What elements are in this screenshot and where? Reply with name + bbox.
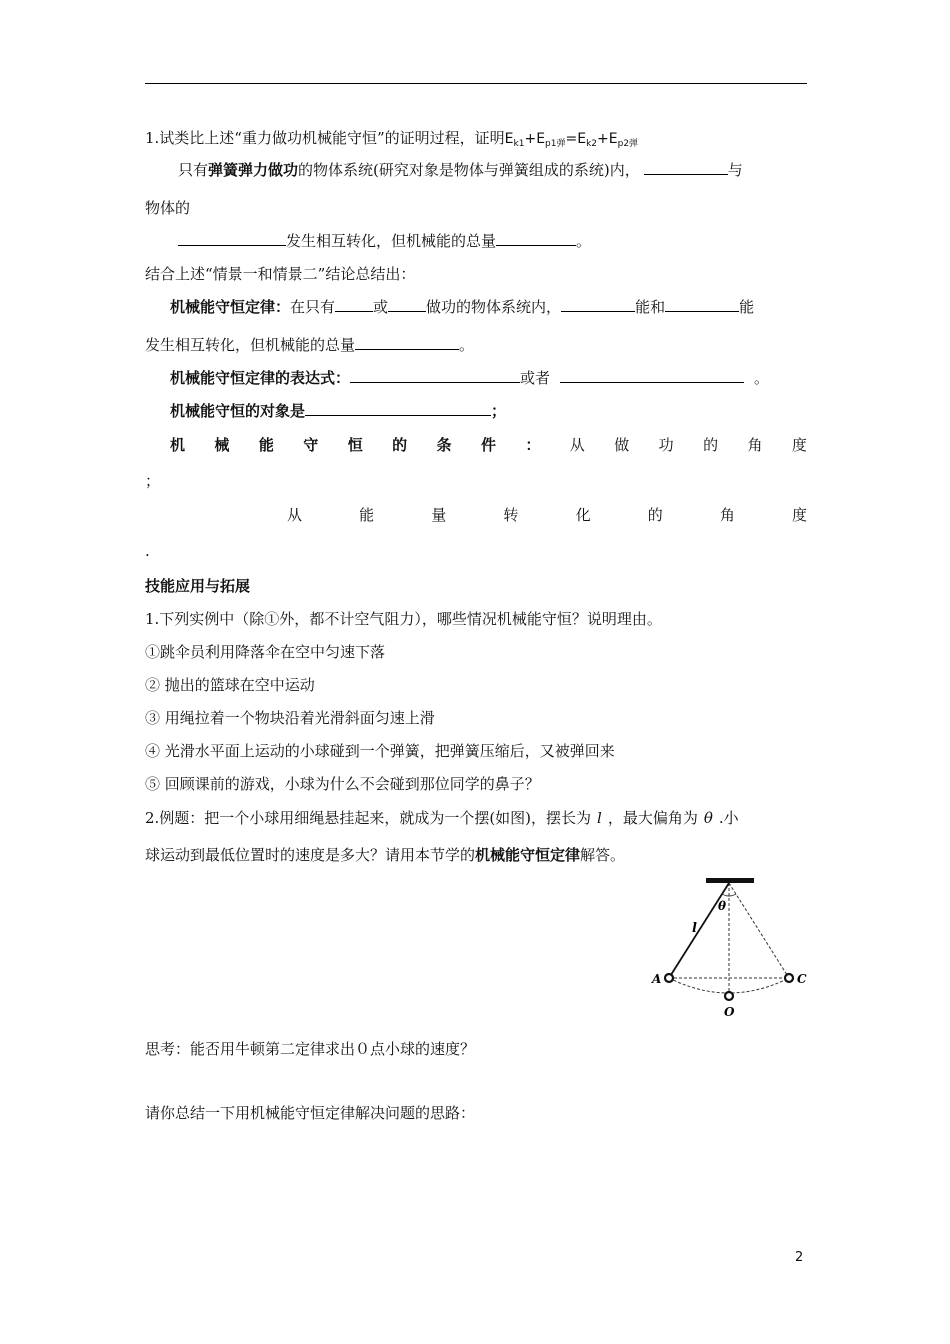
text: 结合上述“情景一和情景二”结论总结出： (145, 265, 416, 283)
point-o-label: O (724, 1005, 735, 1019)
answer-blank[interactable] (335, 297, 373, 312)
question-1 (145, 609, 807, 629)
text: 或者 (520, 369, 551, 387)
text: ⑤ 回顾课前的游戏，小球为什么不会碰到那位同学的鼻子？ (145, 775, 540, 793)
text: ①跳伞员利用降落伞在空中匀速下落 (145, 643, 386, 661)
answer-blank[interactable] (350, 368, 520, 383)
symbol: l (597, 809, 602, 827)
text: ； (145, 472, 161, 490)
char: 的 (647, 506, 663, 524)
text: 做功的物体系统内， (426, 298, 562, 316)
summary-prompt (145, 1103, 807, 1123)
char: 的 (392, 436, 408, 454)
text: 在只有 (290, 298, 336, 316)
answer-blank[interactable] (355, 335, 459, 350)
dashed-string (729, 883, 789, 978)
text: ，最大偏角为 (607, 809, 698, 827)
char: 度 (791, 436, 807, 454)
answer-blank[interactable] (305, 401, 491, 416)
char: ： (525, 436, 541, 454)
q1-text: 1.试类比上述“重力做功机械能守恒”的证明过程，证明 (145, 129, 505, 147)
text: ② 抛出的篮球在空中运动 (145, 676, 315, 694)
bold-term: 弹簧弹力做功 (208, 161, 299, 179)
list-item (145, 774, 807, 794)
char: 量 (431, 506, 447, 524)
energy-formula: $E_{k1}+E_{p1弹}=E_{k2}+E_{p2弹}$ (504, 131, 639, 149)
condition-end (145, 471, 807, 491)
text: 思考：能否用牛顿第二定律求出０点小球的速度？ (145, 1040, 476, 1058)
char: 度 (791, 506, 807, 524)
char: 角 (747, 436, 763, 454)
answer-blank[interactable] (388, 297, 426, 312)
text: ； (491, 402, 507, 420)
char: 能 (359, 506, 375, 524)
text: 。 (459, 336, 475, 354)
law-line (145, 297, 807, 317)
answer-blank[interactable] (560, 368, 744, 383)
char: 机 (170, 436, 186, 454)
conservation-object-line (145, 401, 807, 421)
list-item (145, 642, 807, 662)
spring-line (145, 160, 807, 180)
page-number: 2 (795, 1250, 804, 1265)
text: ③ 用绳拉着一个物块沿着光滑斜面匀速上滑 (145, 709, 435, 727)
condition-line (170, 435, 807, 455)
text: 1.下列实例中（除①外，都不计空气阻力），哪些情况机械能守恒？说明理由。 (145, 610, 662, 628)
text: .小 (718, 809, 739, 827)
char: 件 (480, 436, 496, 454)
char: 做 (614, 436, 630, 454)
text: 球运动到最低位置时的速度是多大？请用本节学的 (145, 846, 476, 864)
char: 能 (258, 436, 274, 454)
text: 。 (576, 232, 592, 250)
text: 能和 (635, 298, 666, 316)
text: 的物体系统(研究对象是物体与弹簧组成的系统)内， (298, 161, 640, 179)
think-line (145, 1039, 807, 1059)
ball-o (725, 992, 733, 1000)
text: 发生相互转化，但机械能的总量 (145, 336, 356, 354)
text: 只有 (178, 161, 209, 179)
char: 守 (303, 436, 319, 454)
object-line (145, 198, 807, 218)
answer-blank[interactable] (561, 297, 635, 312)
answer-blank[interactable] (644, 160, 728, 175)
ceiling-support (706, 878, 754, 883)
char: 化 (575, 506, 591, 524)
q1-line (145, 128, 807, 154)
header-rule (145, 83, 807, 84)
expression-label: 机械能守恒定律的表达式： (170, 369, 351, 387)
text: 或 (373, 298, 389, 316)
answer-blank[interactable] (665, 297, 739, 312)
law-label: 机械能守恒定律： (170, 298, 291, 316)
question-2-line2 (145, 845, 807, 865)
answer-blank[interactable] (496, 231, 576, 246)
char: 条 (436, 436, 452, 454)
text: . (145, 542, 150, 560)
char: 的 (703, 436, 719, 454)
list-item (145, 708, 807, 728)
char: 从 (569, 436, 585, 454)
point-a-label: A (652, 972, 662, 986)
char: 从 (287, 506, 303, 524)
text: 能 (739, 298, 755, 316)
heading-text: 技能应用与拓展 (145, 577, 251, 595)
ball-c (785, 974, 793, 982)
char: 转 (503, 506, 519, 524)
text: 。 (754, 369, 770, 387)
object-label: 机械能守恒的对象是 (170, 402, 306, 420)
list-item (145, 675, 807, 695)
char: 恒 (347, 436, 363, 454)
bold-term: 机械能守恒定律 (475, 846, 581, 864)
summary-intro (145, 264, 807, 284)
text: 与 (727, 161, 743, 179)
symbol: θ (703, 809, 713, 827)
text: ④ 光滑水平面上运动的小球碰到一个弹簧，把弹簧压缩后，又被弹回来 (145, 742, 615, 760)
text: 发生相互转化，但机械能的总量 (286, 232, 497, 250)
text: 请你总结一下用机械能守恒定律解决问题的思路： (145, 1104, 476, 1122)
law-line-2 (145, 335, 807, 355)
char: 角 (719, 506, 735, 524)
answer-blank[interactable] (178, 231, 286, 246)
question-2 (145, 808, 807, 828)
string-line (669, 883, 729, 978)
section-heading (145, 576, 807, 596)
expression-line (145, 368, 807, 388)
pendulum-figure (648, 870, 818, 1020)
length-label: l (692, 921, 697, 936)
theta-label: θ (718, 899, 727, 913)
char: 械 (214, 436, 230, 454)
energy-end (145, 541, 807, 561)
text: 物体的 (145, 199, 191, 217)
list-item (145, 741, 807, 761)
char: 功 (658, 436, 674, 454)
text: 解答。 (580, 846, 626, 864)
point-c-label: C (797, 972, 807, 986)
transform-line (145, 231, 807, 251)
energy-line (287, 505, 807, 525)
text: 2.例题：把一个小球用细绳悬挂起来，就成为一个摆(如图)，摆长为 (145, 809, 592, 827)
ball-a (665, 974, 673, 982)
